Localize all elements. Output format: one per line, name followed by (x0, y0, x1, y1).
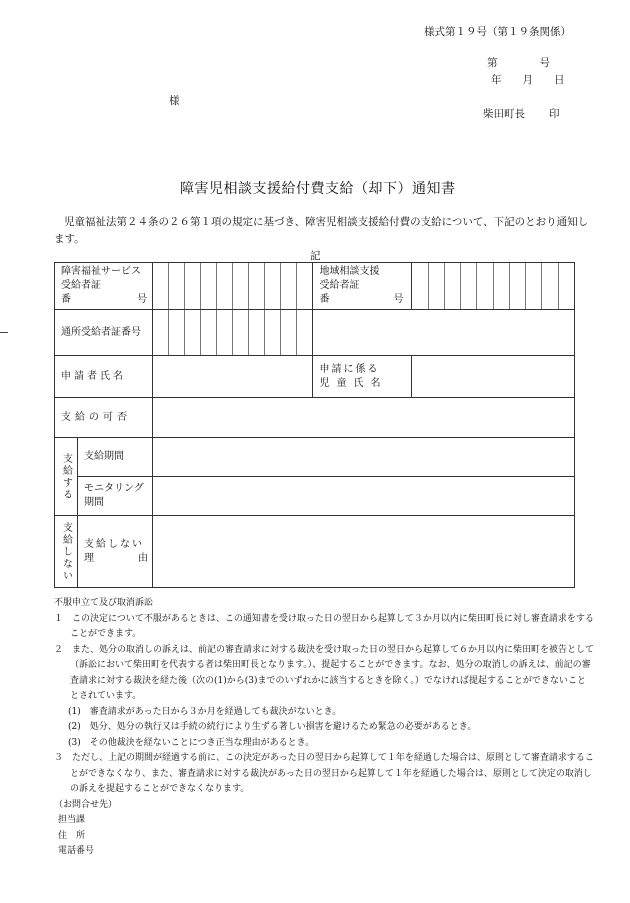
intro-paragraph: 児童福祉法第２４条の２６第１項の規定に基づき、障害児相談支援給付費の支給について、下記のとおり通知します。 (54, 216, 589, 245)
grant-group-label: 支給する (55, 438, 78, 516)
applicant-name-label: 申請者氏名 (55, 356, 153, 398)
monitoring-label: モニタリング 期間 (77, 477, 152, 516)
form-number: 様式第１９号（第１９条関係） (424, 26, 571, 38)
note-1: １ この決定について不服があるときは、この通知書を受け取った日の翌日から起算して３か月以内に柴田町長に対し審査請求をすることができます。 (54, 613, 594, 639)
applicant-name-value[interactable] (152, 356, 313, 398)
monitoring-value[interactable] (152, 477, 574, 516)
child-name-value[interactable] (412, 356, 575, 398)
recipient-cert-label: 障害福祉サービス 受給者証 番 号 (55, 263, 153, 310)
notice-form (54, 262, 575, 588)
contact-address: 住 所 (58, 830, 86, 841)
period-label: 支給期間 (77, 438, 152, 477)
recipient-cert-number-cells[interactable] (152, 263, 313, 310)
reason-label: 支給しない 理 由 (77, 516, 152, 588)
notes-heading: 不服申立て及び取消訴訟 (54, 598, 154, 608)
daycare-cert-number-cells[interactable] (152, 310, 313, 356)
addressee-suffix: 様 (169, 95, 180, 107)
margin-mark (0, 332, 8, 333)
daycare-cert-blank (313, 310, 575, 356)
reason-value[interactable] (152, 516, 574, 588)
child-name-label: 申請に係る 児童氏名 (313, 356, 412, 398)
contact-heading: （お問合せ先） (54, 799, 118, 810)
note-3: ３ ただし、上記の期間が経過する前に、この決定があった日の翌日から起算して１年を経過した場合は、原則として審査請求することができなくなり、また、審査請求に対する裁決があった日の翌日から起算して１年を経過した場合は、原則として決定の取消しの訴えを提起することができなくなります。 (54, 753, 594, 794)
appeal-notes (54, 596, 594, 860)
issuer-name: 柴田町長 (483, 108, 525, 120)
issue-date: 年 月 日 (491, 74, 565, 86)
subnote-1: (1) 審査請求があった日から３か月を経過しても裁決がないとき。 (68, 706, 342, 717)
contact-phone: 電話番号 (58, 846, 95, 856)
contact-dept: 担当課 (58, 815, 86, 825)
note-2: ２ また、処分の取消しの訴えは、前記の審査請求に対する裁決を受け取った日の翌日から起算して６か月以内に柴田町を被告として（訴訟において柴田町を代表する者は柴田町長となります。）、提起することができます。なお、処分の取消しの訴えは、前記の審査請求に対する裁決を経た後（次の(1)から(3)までのいずれかに該当するときを除く。）でなければ提起することができないこととされています。 (54, 644, 595, 701)
approval-label: 支給の可否 (55, 398, 153, 438)
regional-cert-label: 地域相談支援 受給者証 番 号 (313, 263, 412, 310)
ki-mark: 記 (310, 250, 321, 262)
page-title: 障害児相談支援給付費支給（却下）通知書 (180, 181, 456, 197)
subnote-2: (2) 処分、処分の執行又は手続の続行により生ずる著しい損害を避けるため緊急の必要があるとき。 (68, 722, 477, 732)
approval-value[interactable] (152, 398, 574, 438)
seal-mark: 印 (549, 108, 560, 120)
period-value[interactable] (152, 438, 574, 477)
subnote-3: (3) その他裁決を経ないことにつき正当な理由があるとき。 (68, 737, 315, 748)
daycare-cert-label: 通所受給者証番号 (55, 310, 153, 356)
document-number: 第 号 (487, 57, 550, 69)
regional-cert-number-cells[interactable] (412, 263, 575, 310)
nongrant-group-label: 支給しない (55, 516, 78, 588)
